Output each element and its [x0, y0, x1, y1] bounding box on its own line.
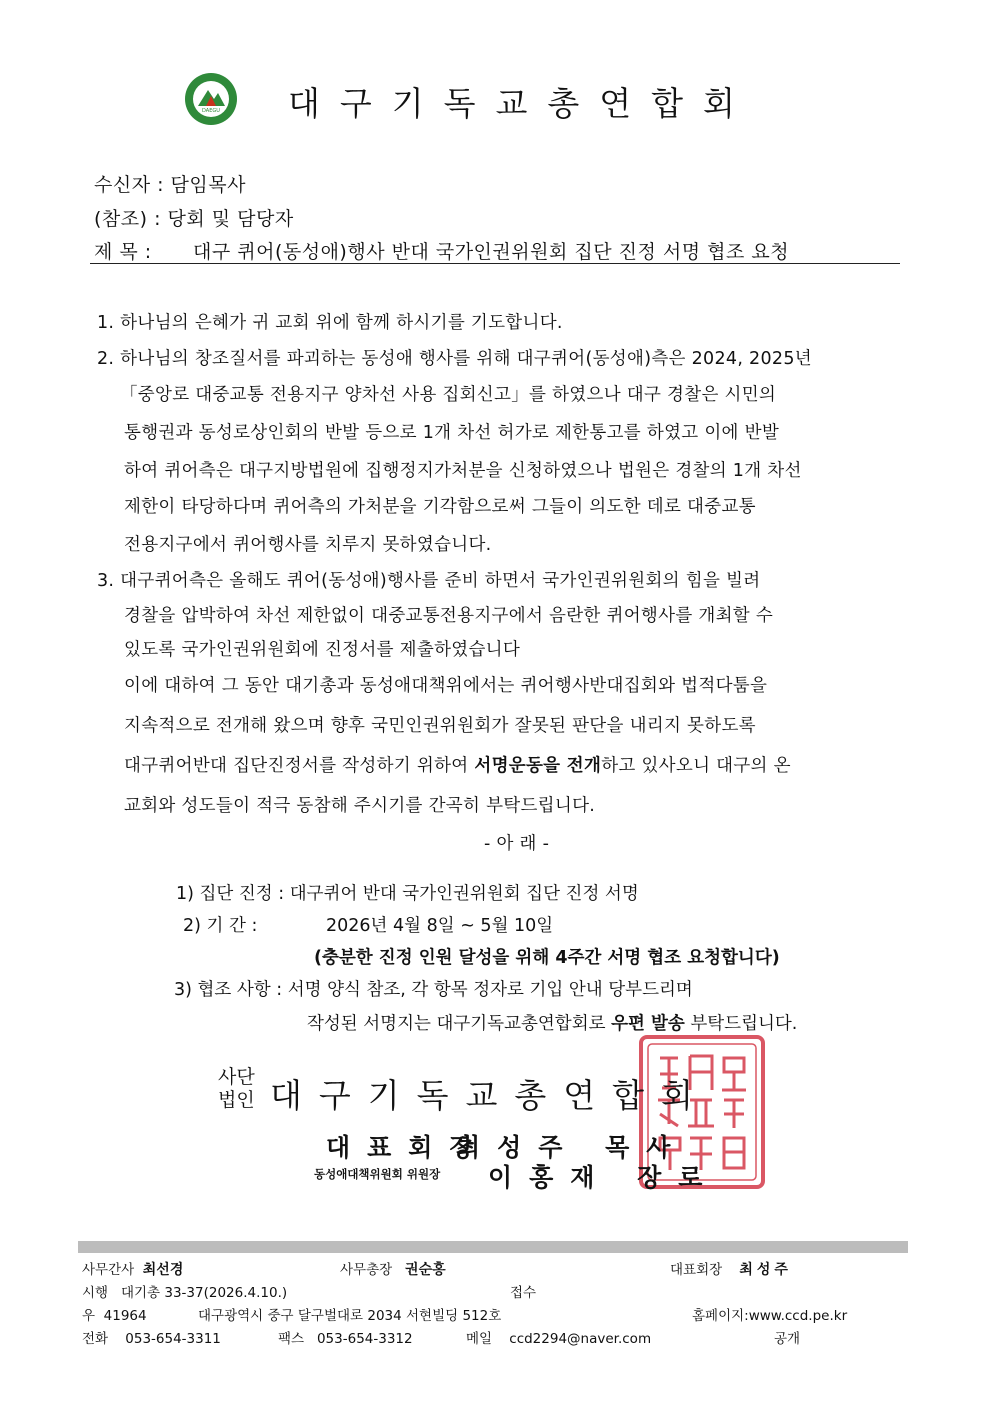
- paragraph-3-line: 교회와 성도들이 적극 동참해 주시기를 간곡히 부탁드립니다.: [124, 796, 596, 816]
- bold-emphasis: 우편 발송: [611, 1014, 685, 1034]
- item-2-note: (충분한 진정 인원 달성을 위해 4주간 서명 협조 요청합니다): [314, 948, 780, 968]
- paragraph-2-line: 「중앙로 대중교통 전용지구 양차선 사용 집회신고」를 하였으나 대구 경찰은 시민의: [120, 385, 777, 405]
- committee-title: 동성애대책위원회 위원장: [314, 1167, 441, 1181]
- subject-text: 대구 퀴어(동성애)행사 반대 국가인권위원회 집단 진정 서명 협조 요청: [193, 241, 790, 263]
- paragraph-2-line: 전용지구에서 퀴어행사를 치루지 못하였습니다.: [124, 535, 492, 555]
- footer-divider: [78, 1241, 908, 1253]
- paragraph-2-line: 제한이 타당하다며 퀴어측의 가처분을 기각함으로써 그들이 의도한 데로 대중교통: [124, 497, 756, 517]
- paragraph-3-line: 3. 대구퀴어측은 올해도 퀴어(동성애)행사를 준비 하면서 국가인권위원회의 힘을 빌려: [97, 571, 761, 591]
- paragraph-1: 1. 하나님의 은혜가 귀 교회 위에 함께 하시기를 기도합니다.: [97, 313, 563, 333]
- paragraph-3-line: 지속적으로 전개해 왔으며 향후 국민인권위원회가 잘못된 판단을 내리지 못하도록: [124, 716, 756, 736]
- item-2-value: 2026년 4월 8일 ~ 5월 10일: [326, 916, 554, 936]
- bold-emphasis: 서명운동을 전개: [474, 756, 602, 776]
- paragraph-2-line: 하여 퀴어측은 대구지방법원에 집행정지가처분을 신청하였으나 법원은 경찰의 1개 차선: [124, 461, 802, 481]
- item-2-label: 2) 기 간 :: [183, 916, 258, 936]
- paragraph-3-line: 이에 대하여 그 동안 대기총과 동성애대책위에서는 퀴어행사반대집회와 법적다툼을: [124, 676, 768, 696]
- rep-title: 대표회장: [326, 1133, 491, 1162]
- paragraph-2-line: 2. 하나님의 창조질서를 파괴하는 동성애 행사를 위해 대구퀴어(동성애)측은 2024, 2025년: [97, 349, 813, 369]
- email[interactable]: 메일 ccd2294@naver.com: [466, 1331, 652, 1347]
- notice-heading: - 아 래 -: [484, 834, 550, 854]
- corporation-tag: 사단 법인: [218, 1066, 255, 1111]
- subject-label: 제 목 :: [94, 241, 152, 263]
- paragraph-3-line: 대구퀴어반대 집단진정서를 작성하기 위하여 서명운동을 전개하고 있사오니 대구의 온: [124, 756, 791, 776]
- exec-number: 시행 대기총 33-37(2026.4.10.): [82, 1285, 288, 1301]
- fax: 팩스 053-654-3312: [278, 1331, 413, 1347]
- svg-text:DAEGU: DAEGU: [202, 108, 220, 114]
- paragraph-2-line: 통행권과 동성로상인회의 반발 등으로 1개 차선 허가로 제한통고를 하였고 이에 반발: [124, 423, 780, 443]
- receipt-label: 접수: [510, 1285, 537, 1301]
- paragraph-3-line: 경찰을 압박하여 차선 제한없이 대중교통전용지구에서 음란한 퀴어행사를 개최할 수: [124, 606, 774, 626]
- homepage-link[interactable]: 홈페이지:www.ccd.pe.kr: [692, 1308, 848, 1324]
- rep-name: 최성주 목사: [456, 1133, 688, 1162]
- phone: 전화 053-654-3311: [82, 1331, 221, 1347]
- item-1: 1) 집단 진정 : 대구퀴어 반대 국가인권위원회 집단 진정 서명: [176, 884, 639, 904]
- item-3-continued: 작성된 서명지는 대구기독교총연합회로 우편 발송 부탁드립니다.: [307, 1014, 798, 1034]
- general-secretary: 사무총장 권순홍: [340, 1262, 446, 1278]
- address: 대구광역시 중구 달구벌대로 2034 서현빌딩 512호: [198, 1308, 502, 1324]
- signature-org: 대구기독교총연합회: [270, 1076, 710, 1115]
- org-title: 대구기독교총연합회: [288, 84, 755, 123]
- reference-line: (참조) : 당회 및 담당자: [94, 208, 294, 230]
- committee-name: 이홍재 장로: [488, 1163, 720, 1192]
- president: 대표회장 최성주: [670, 1262, 792, 1278]
- secretary: 사무간사 최선경: [82, 1262, 184, 1278]
- public-status: 공개: [774, 1331, 801, 1347]
- item-3: 3) 협조 사항 : 서명 양식 참조, 각 항목 정자로 기입 안내 당부드리며: [174, 980, 693, 1000]
- paragraph-3-line: 있도록 국가인권위원회에 진정서를 제출하였습니다: [124, 640, 521, 660]
- org-logo: [184, 72, 238, 126]
- recipient-line: 수신자 : 담임목사: [94, 174, 246, 196]
- subject-underline: [90, 263, 900, 264]
- zip-code: 우 41964: [82, 1308, 147, 1324]
